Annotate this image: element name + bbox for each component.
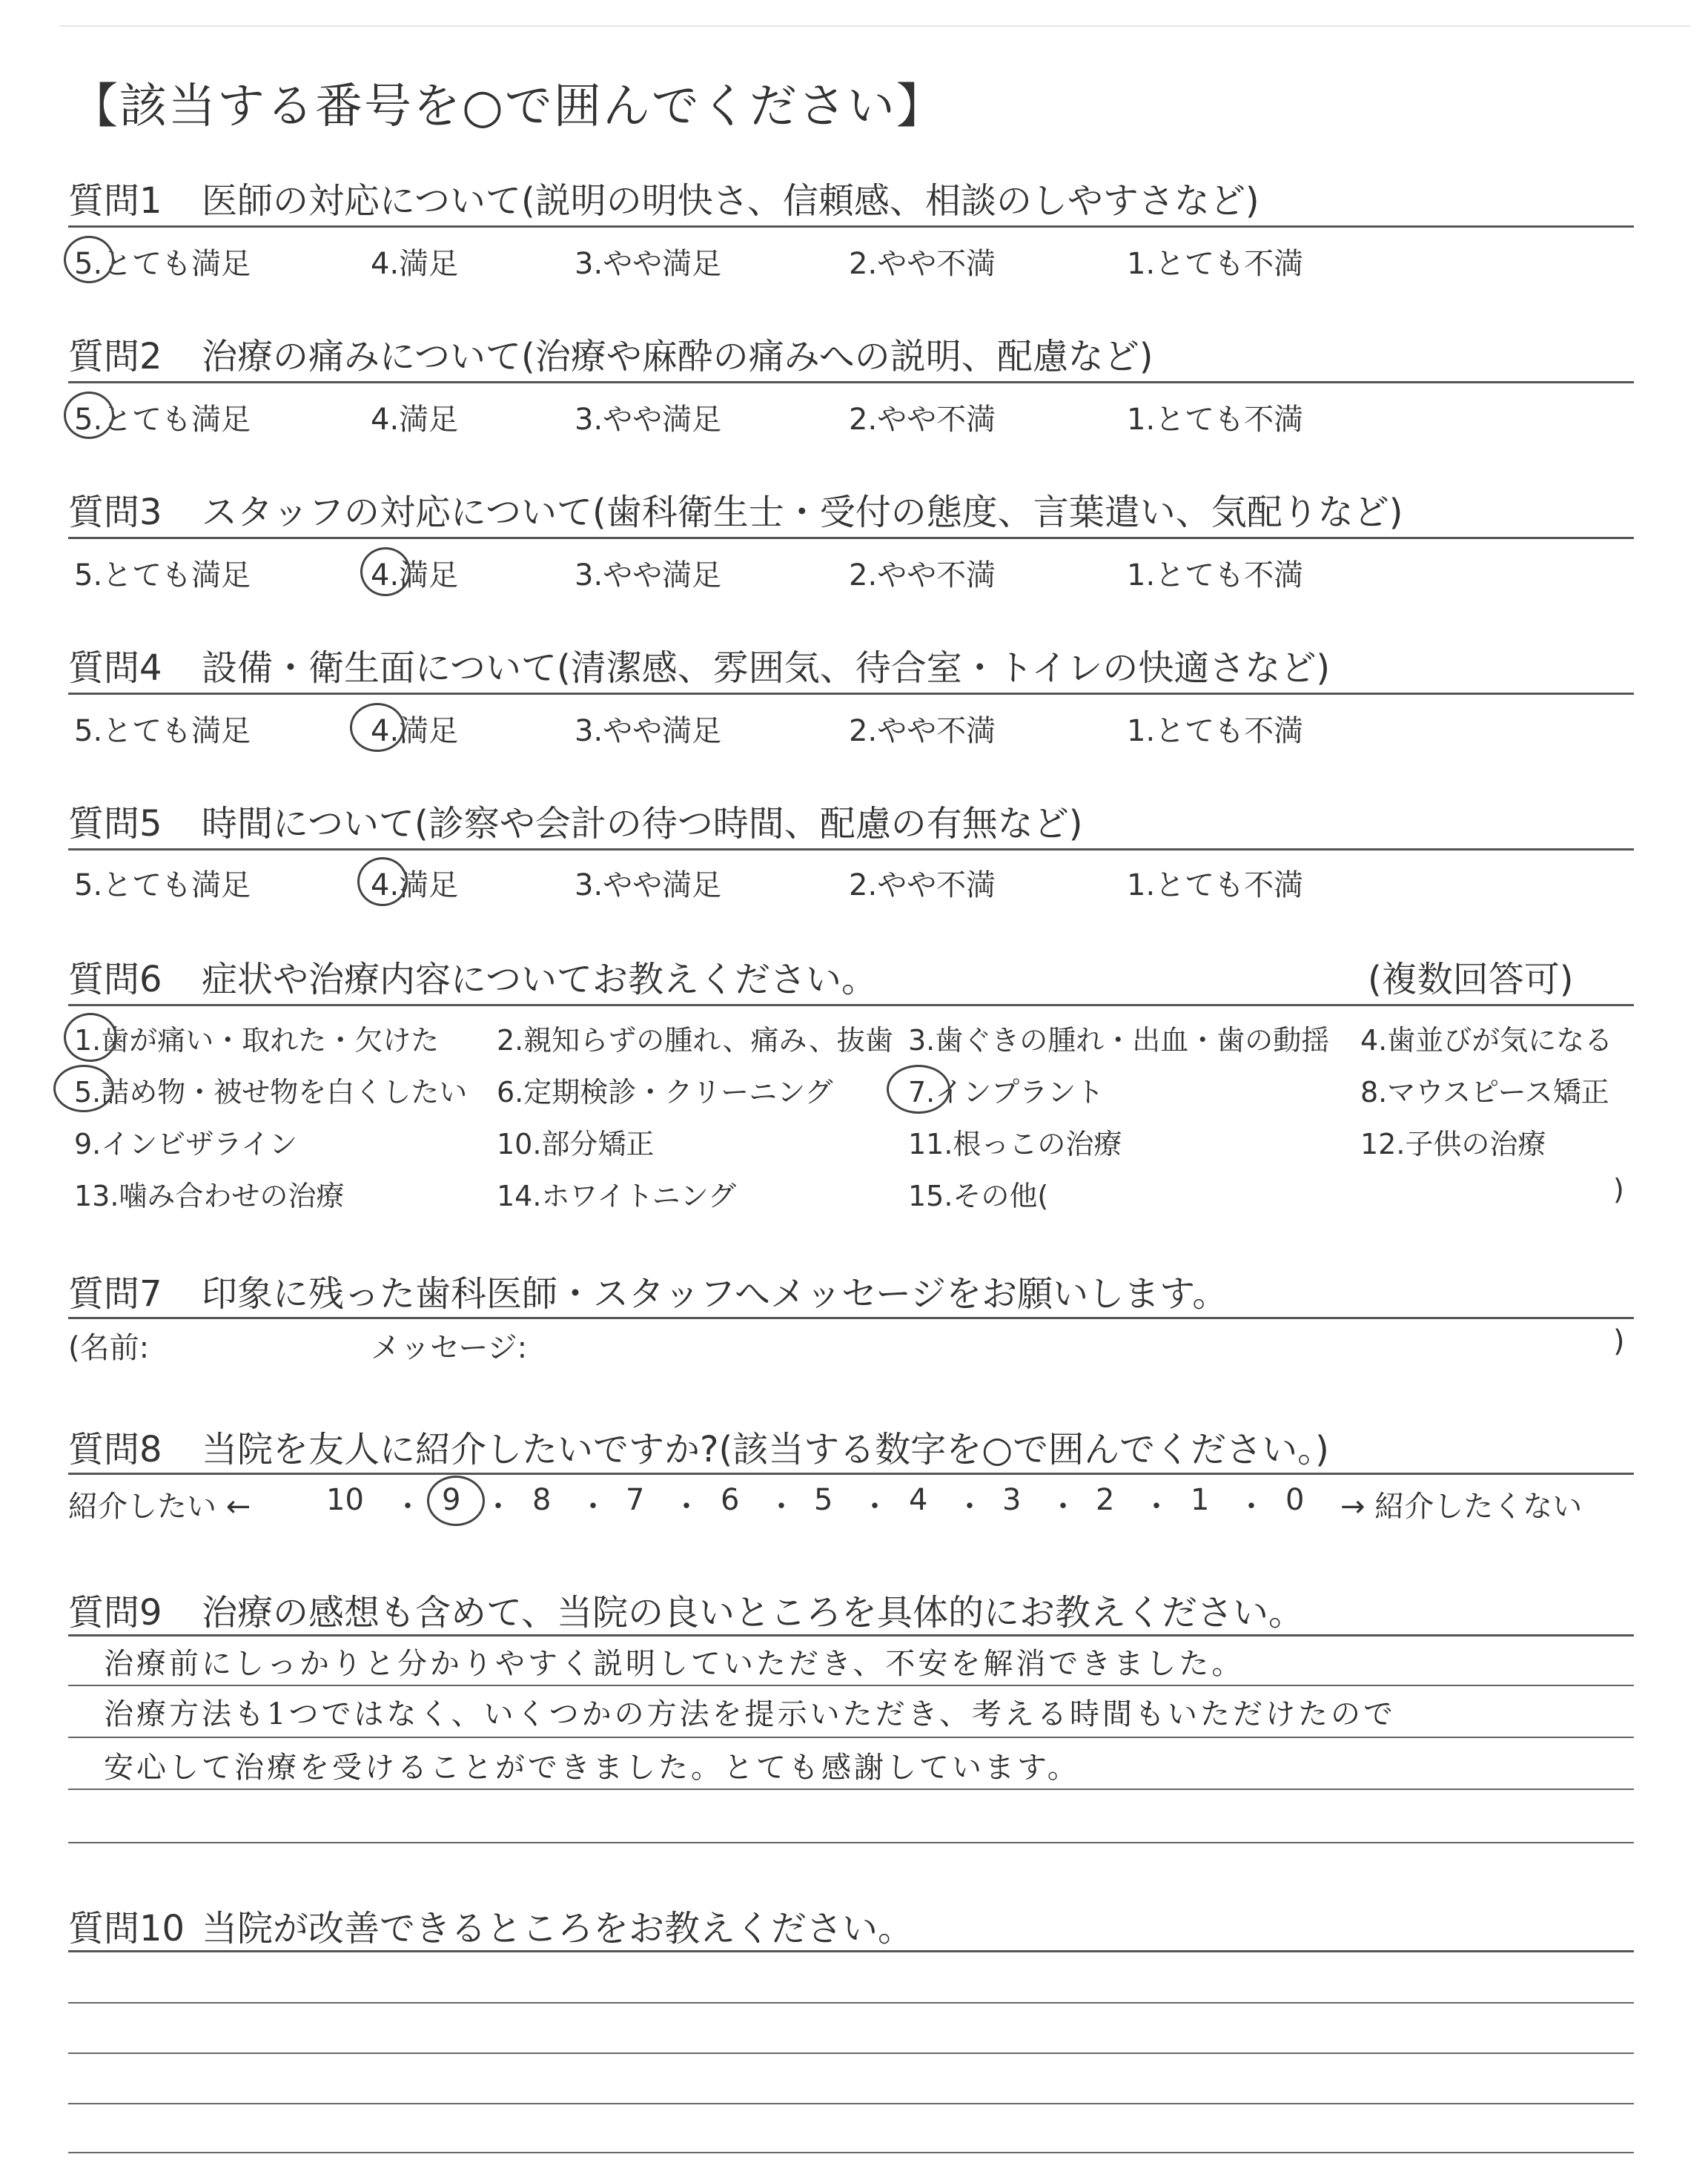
question-number: 質問10 — [68, 1908, 185, 1949]
scale-9[interactable]: 9 — [442, 1483, 461, 1517]
q6-item-15[interactable]: 15.その他( — [908, 1180, 1049, 1212]
q6-item-1[interactable]: 1.歯が痛い・取れた・欠けた — [74, 1024, 440, 1057]
scale-2[interactable]: 2 — [1096, 1483, 1115, 1517]
recommend-right-label: → 紹介したくない — [1340, 1490, 1583, 1524]
selection-circle — [64, 1013, 117, 1062]
q3-option-3[interactable]: 3.やや満足 — [575, 558, 722, 592]
other-close-paren: ) — [1613, 1173, 1624, 1206]
q1-option-5[interactable]: 5.とても満足 — [74, 247, 251, 281]
multiple-answer-note: (複数回答可) — [1368, 959, 1574, 1000]
handwritten-answer-line-3: 安心して治療を受けることができました。とても感謝しています。 — [104, 1751, 1080, 1785]
question-4 — [68, 639, 1330, 690]
message-label: メッセージ: — [371, 1331, 528, 1365]
handwritten-answer-line-2: 治療方法も1つではなく、いくつかの方法を提示いただき、考える時間もいただけたので — [104, 1697, 1397, 1731]
scale-6[interactable]: 6 — [721, 1483, 740, 1517]
question-rule — [68, 1004, 1634, 1006]
q3-option-2[interactable]: 2.やや不満 — [849, 558, 996, 592]
question-number: 質問1 — [68, 180, 162, 222]
question-3 — [68, 483, 1403, 535]
q2-option-4[interactable]: 4.満足 — [371, 403, 459, 437]
name-label: (名前: — [68, 1331, 150, 1365]
scale-8[interactable]: 8 — [532, 1483, 552, 1517]
q5-option-2[interactable]: 2.やや不満 — [849, 868, 996, 902]
question-rule — [68, 1950, 1634, 1952]
q6-item-10[interactable]: 10.部分矯正 — [497, 1128, 655, 1160]
q2-option-2[interactable]: 2.やや不満 — [849, 403, 996, 437]
question-1 — [68, 172, 1260, 223]
q6-item-14[interactable]: 14.ホワイトニング — [497, 1180, 737, 1212]
scale-1[interactable]: 1 — [1191, 1483, 1210, 1517]
q2-option-5[interactable]: 5.とても満足 — [74, 403, 251, 437]
question-rule — [68, 693, 1634, 695]
scale-5[interactable]: 5 — [814, 1483, 833, 1517]
question-rule — [68, 848, 1634, 851]
q6-item-12[interactable]: 12.子供の治療 — [1360, 1128, 1546, 1160]
q3-option-4[interactable]: 4.満足 — [371, 558, 459, 592]
question-2 — [68, 328, 1153, 379]
question-7 — [68, 1265, 1228, 1316]
question-text: 設備・衛生面について(清潔感、雰囲気、待合室・トイレの快適さなど) — [202, 647, 1331, 689]
message-close-paren: ) — [1613, 1324, 1625, 1358]
answer-rule — [68, 2152, 1634, 2153]
scale-7[interactable]: 7 — [626, 1483, 645, 1517]
question-text: 時間について(診察や会計の待つ時間、配慮の有無など) — [202, 803, 1083, 845]
question-number: 質問8 — [68, 1429, 162, 1470]
q6-item-9[interactable]: 9.インビザライン — [74, 1128, 298, 1160]
question-number: 質問4 — [68, 647, 162, 689]
selection-circle — [357, 857, 408, 906]
selection-circle — [350, 703, 405, 752]
question-text: 治療の感想も含めて、当院の良いところを具体的にお教えください。 — [202, 1592, 1305, 1634]
scale-4[interactable]: 4 — [909, 1483, 928, 1517]
scale-separator: ・ — [672, 1490, 701, 1524]
question-rule — [68, 381, 1634, 383]
q4-option-1[interactable]: 1.とても不満 — [1127, 714, 1304, 748]
scale-0[interactable]: 0 — [1285, 1483, 1305, 1517]
selection-circle — [360, 547, 411, 596]
answer-rule — [68, 1842, 1634, 1843]
q6-item-7[interactable]: 7.インプラント — [908, 1076, 1105, 1109]
form-title: 【該当する番号を○で囲んでください】 — [70, 79, 945, 134]
scale-separator: ・ — [1237, 1490, 1266, 1524]
question-text: 医師の対応について(説明の明快さ、信頼感、相談のしやすさなど) — [202, 180, 1260, 222]
q6-item-13[interactable]: 13.噛み合わせの治療 — [74, 1180, 345, 1212]
scale-separator: ・ — [393, 1490, 423, 1524]
q4-option-5[interactable]: 5.とても満足 — [74, 714, 251, 748]
question-text: 治療の痛みについて(治療や麻酔の痛みへの説明、配慮など) — [202, 336, 1153, 377]
scale-separator: ・ — [1048, 1490, 1078, 1524]
selection-circle — [64, 392, 114, 439]
answer-rule — [68, 1685, 1634, 1686]
scale-separator: ・ — [767, 1490, 796, 1524]
q6-item-6[interactable]: 6.定期検診・クリーニング — [497, 1076, 833, 1109]
q6-item-5[interactable]: 5.詰め物・被せ物を白くしたい — [74, 1076, 468, 1109]
question-10 — [68, 1900, 913, 1951]
q6-item-4[interactable]: 4.歯並びが気になる — [1360, 1024, 1613, 1057]
selection-circle — [53, 1065, 114, 1112]
question-text: 当院が改善できるところをお教えください。 — [202, 1908, 914, 1949]
question-number: 質問6 — [68, 959, 162, 1000]
question-9 — [68, 1584, 1304, 1635]
answer-rule — [68, 2103, 1634, 2104]
q1-option-4[interactable]: 4.満足 — [371, 247, 459, 281]
q3-option-1[interactable]: 1.とても不満 — [1127, 558, 1304, 592]
question-rule — [68, 1317, 1634, 1319]
answer-rule — [68, 2052, 1634, 2054]
q1-option-1[interactable]: 1.とても不満 — [1127, 247, 1304, 281]
question-number: 質問2 — [68, 336, 162, 377]
scale-separator: ・ — [578, 1490, 608, 1524]
question-6 — [68, 951, 877, 1002]
q4-option-2[interactable]: 2.やや不満 — [849, 714, 996, 748]
selection-circle — [887, 1065, 950, 1114]
handwritten-answer-line-1: 治療前にしっかりと分かりやすく説明していただき、不安を解消できました。 — [104, 1647, 1245, 1681]
question-number: 質問5 — [68, 803, 162, 845]
q4-option-4[interactable]: 4.満足 — [371, 714, 459, 748]
q3-option-5[interactable]: 5.とても満足 — [74, 558, 251, 592]
q1-option-2[interactable]: 2.やや不満 — [849, 247, 996, 281]
q5-option-3[interactable]: 3.やや満足 — [575, 868, 722, 902]
q6-item-8[interactable]: 8.マウスピース矯正 — [1360, 1076, 1609, 1109]
q5-option-5[interactable]: 5.とても満足 — [74, 868, 251, 902]
scale-10[interactable]: 10 — [326, 1483, 364, 1517]
question-8 — [68, 1421, 1329, 1472]
q2-option-1[interactable]: 1.とても不満 — [1127, 403, 1304, 437]
q5-option-4[interactable]: 4.満足 — [371, 868, 459, 902]
q2-option-3[interactable]: 3.やや満足 — [575, 403, 722, 437]
page-top-border — [59, 25, 1690, 27]
q1-option-3[interactable]: 3.やや満足 — [575, 247, 722, 281]
question-number: 質問7 — [68, 1273, 162, 1315]
question-5 — [68, 795, 1083, 846]
scale-separator: ・ — [483, 1490, 513, 1524]
scale-separator: ・ — [1142, 1490, 1171, 1524]
answer-rule — [68, 1737, 1634, 1738]
answer-rule — [68, 1789, 1634, 1790]
question-text: 当院を友人に紹介したいですか?(該当する数字を○で囲んでください。) — [202, 1429, 1329, 1470]
recommend-left-label: 紹介したい ← — [68, 1490, 251, 1524]
question-number: 質問9 — [68, 1592, 162, 1634]
question-rule — [68, 1634, 1634, 1636]
scale-3[interactable]: 3 — [1002, 1483, 1022, 1517]
q6-item-2[interactable]: 2.親知らずの腫れ、痛み、抜歯 — [497, 1024, 893, 1057]
q4-option-3[interactable]: 3.やや満足 — [575, 714, 722, 748]
scale-separator: ・ — [860, 1490, 890, 1524]
selection-circle — [64, 236, 114, 283]
scale-separator: ・ — [955, 1490, 984, 1524]
q6-item-3[interactable]: 3.歯ぐきの腫れ・出血・歯の動揺 — [908, 1024, 1330, 1057]
question-text: 印象に残った歯科医師・スタッフへメッセージをお願いします。 — [202, 1273, 1228, 1315]
question-rule — [68, 225, 1634, 228]
answer-rule — [68, 2002, 1634, 2004]
question-text: スタッフの対応について(歯科衛生士・受付の態度、言葉遣い、気配りなど) — [202, 492, 1403, 533]
question-text: 症状や治療内容についてお教えください。 — [202, 959, 878, 1000]
q5-option-1[interactable]: 1.とても不満 — [1127, 868, 1304, 902]
q6-item-11[interactable]: 11.根っこの治療 — [908, 1128, 1122, 1160]
question-number: 質問3 — [68, 492, 162, 533]
question-rule — [68, 1473, 1634, 1475]
selection-circle — [427, 1476, 485, 1526]
question-rule — [68, 537, 1634, 539]
